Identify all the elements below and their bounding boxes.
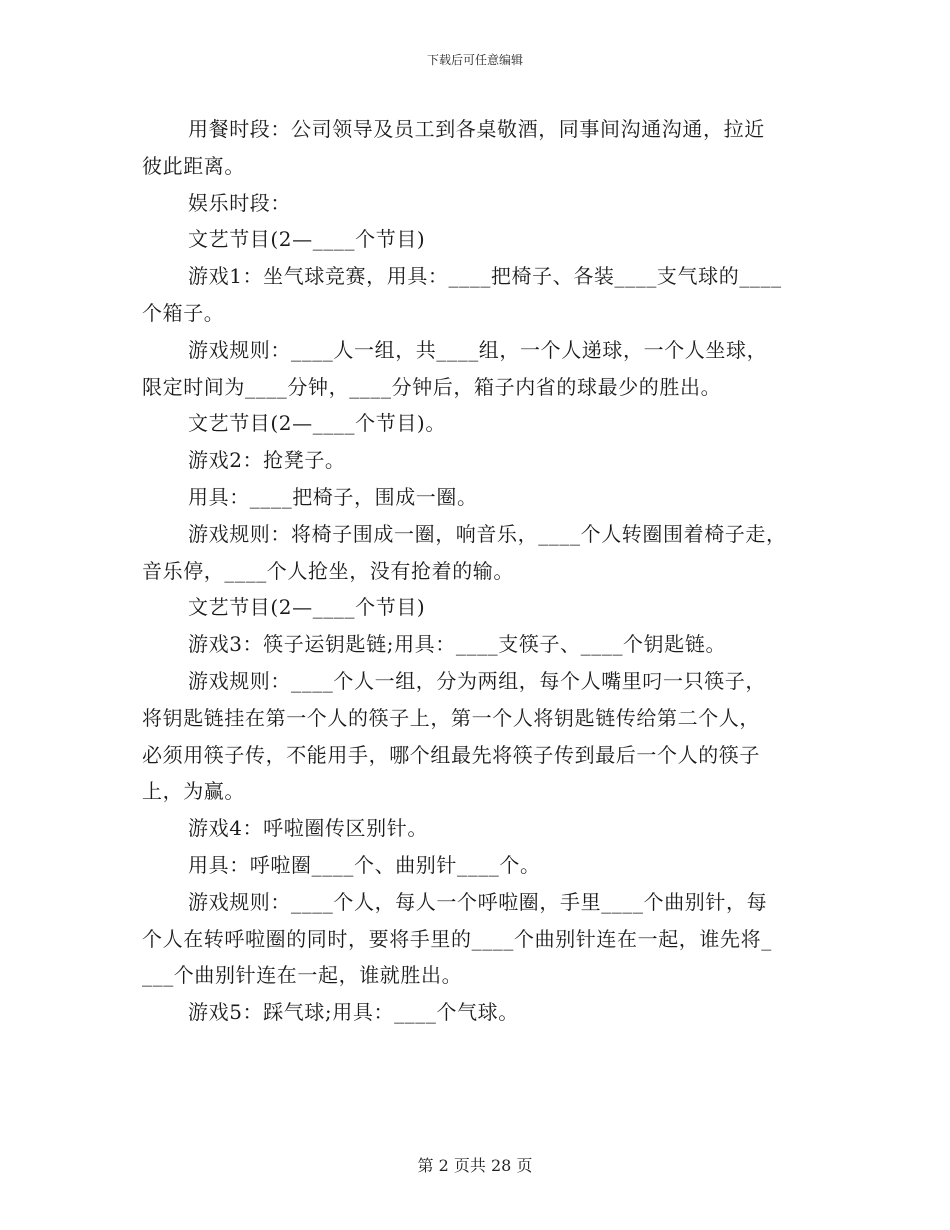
text-line: 上，为赢。	[142, 779, 245, 803]
text-line: 限定时间为____分钟，____分钟后，箱子内省的球最少的胜出。	[142, 375, 722, 399]
text-line: 游戏规则：____个人一组，分为两组，每个人嘴里叼一只筷子，	[188, 669, 766, 693]
text-line: 游戏3：筷子运钥匙链;用具：____支筷子、____个钥匙链。	[188, 632, 727, 656]
text-line: 游戏2：抢凳子。	[188, 448, 346, 472]
text-line: 游戏1：坐气球竞赛，用具：____把椅子、各装____支气球的____	[188, 264, 782, 288]
text-line: 游戏规则：____人一组，共____组，一个人递球，一个人坐球，	[188, 338, 768, 362]
text-line: 文艺节目(2—____个节目)	[188, 227, 426, 251]
text-line: 游戏规则：____个人，每人一个呼啦圈，手里____个曲别针，每	[188, 890, 768, 914]
text-line: 将钥匙链挂在第一个人的筷子上，第一个人将钥匙链传给第二个人，	[142, 706, 760, 730]
text-line: 个箱子。	[142, 301, 225, 325]
text-line: 彼此距离。	[142, 154, 245, 178]
text-line: 游戏规则：将椅子围成一圈，响音乐，____个人转圈围着椅子走，	[188, 522, 787, 546]
text-line: 用具：____把椅子，围成一圈。	[188, 485, 478, 509]
text-line: 个人在转呼啦圈的同时，要将手里的____个曲别针连在一起，谁先将_	[142, 927, 772, 951]
text-line: 用具：呼啦圈____个、曲别针____个。	[188, 853, 541, 877]
text-line: 音乐停，____个人抢坐，没有抢着的输。	[142, 559, 514, 583]
text-line: 用餐时段：公司领导及员工到各桌敬酒，同事间沟通沟通，拉近	[188, 117, 765, 141]
text-line: 游戏4：呼啦圈传区别针。	[188, 816, 428, 840]
page-header: 下载后可任意编辑	[426, 53, 523, 67]
text-line: 游戏5：踩气球;用具：____个气球。	[188, 1000, 519, 1024]
text-line: 文艺节目(2—____个节目)。	[188, 411, 446, 435]
page-footer: 第 2 页共 28 页	[417, 1156, 533, 1175]
text-line: 娱乐时段：	[188, 191, 291, 215]
text-line: 必须用筷子传，不能用手，哪个组最先将筷子传到最后一个人的筷子	[142, 743, 760, 767]
text-line: ___个曲别针连在一起，谁就胜出。	[142, 963, 463, 987]
text-line: 文艺节目(2—____个节目)	[188, 595, 426, 619]
